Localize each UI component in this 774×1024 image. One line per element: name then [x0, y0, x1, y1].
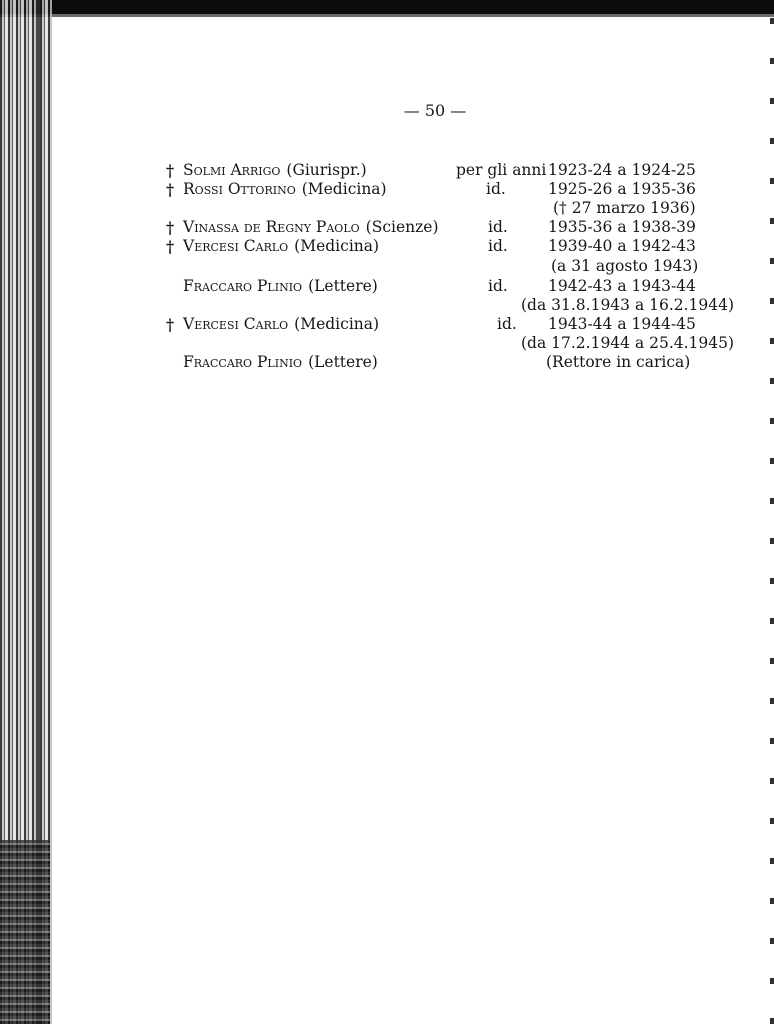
- rector-name: Vercesi Carlo: [183, 315, 289, 333]
- rector-name-line: [183, 353, 378, 371]
- scan-top-border: [0, 0, 774, 20]
- rector-name-line: [183, 315, 379, 333]
- rector-note-row: [0, 257, 774, 277]
- rector-entry: [0, 218, 774, 238]
- term-note: (a 31 agosto 1943): [551, 257, 699, 275]
- term-label: id.: [488, 218, 508, 236]
- rector-faculty: (Lettere): [308, 277, 378, 295]
- rector-name: Vinassa de Regny Paolo: [183, 218, 360, 236]
- term-note: († 27 marzo 1936): [553, 199, 696, 217]
- rector-entry: [0, 277, 774, 297]
- rector-faculty: (Medicina): [301, 180, 387, 198]
- rector-note-row: [0, 296, 774, 316]
- term-period: 1925-26 a 1935-36: [548, 180, 696, 198]
- rector-entry: [0, 161, 774, 181]
- rector-name: Rossi Ottorino: [183, 180, 296, 198]
- rector-faculty: (Lettere): [308, 353, 378, 371]
- term-label: id.: [497, 315, 517, 333]
- term-note: (da 31.8.1943 a 16.2.1944): [521, 296, 735, 314]
- dagger-mark: †: [166, 237, 175, 256]
- dagger-mark: †: [166, 315, 175, 334]
- term-period: 1942-43 a 1943-44: [548, 277, 696, 295]
- book-binding-shadow: [0, 840, 50, 1024]
- rector-name: Solmi Arrigo: [183, 161, 281, 179]
- page-number: — 50 —: [403, 101, 467, 120]
- rector-name-line: [183, 161, 367, 179]
- rector-name: Fraccaro Plinio: [183, 353, 303, 371]
- term-period: 1935-36 a 1938-39: [548, 218, 696, 236]
- term-label: id.: [488, 277, 508, 295]
- rector-note-row: [0, 199, 774, 219]
- rector-name-line: [183, 180, 387, 198]
- page-right-edge: [770, 0, 774, 1024]
- rector-faculty: (Giurispr.): [286, 161, 367, 179]
- rector-name-line: [183, 218, 439, 236]
- term-period: 1939-40 a 1942-43: [548, 237, 696, 255]
- term-note: (Rettore in carica): [546, 353, 691, 371]
- term-note: (da 17.2.1944 a 25.4.1945): [521, 334, 735, 352]
- term-label: id.: [486, 180, 506, 198]
- rector-note-row: [0, 334, 774, 354]
- term-label: id.: [488, 237, 508, 255]
- term-period: 1943-44 a 1944-45: [548, 315, 696, 333]
- rector-faculty: (Medicina): [294, 315, 380, 333]
- rector-entry: [0, 353, 774, 373]
- rector-entry: [0, 237, 774, 257]
- rector-entry: [0, 315, 774, 335]
- dagger-mark: †: [166, 218, 175, 237]
- dagger-mark: †: [166, 180, 175, 199]
- rector-faculty: (Scienze): [365, 218, 439, 236]
- dagger-mark: †: [166, 161, 175, 180]
- term-label: per gli anni: [456, 161, 547, 179]
- rector-entry: [0, 180, 774, 200]
- rector-name: Vercesi Carlo: [183, 237, 289, 255]
- rector-name-line: [183, 237, 379, 255]
- rector-name: Fraccaro Plinio: [183, 277, 303, 295]
- rector-faculty: (Medicina): [294, 237, 380, 255]
- term-period: 1923-24 a 1924-25: [548, 161, 696, 179]
- rector-name-line: [183, 277, 378, 295]
